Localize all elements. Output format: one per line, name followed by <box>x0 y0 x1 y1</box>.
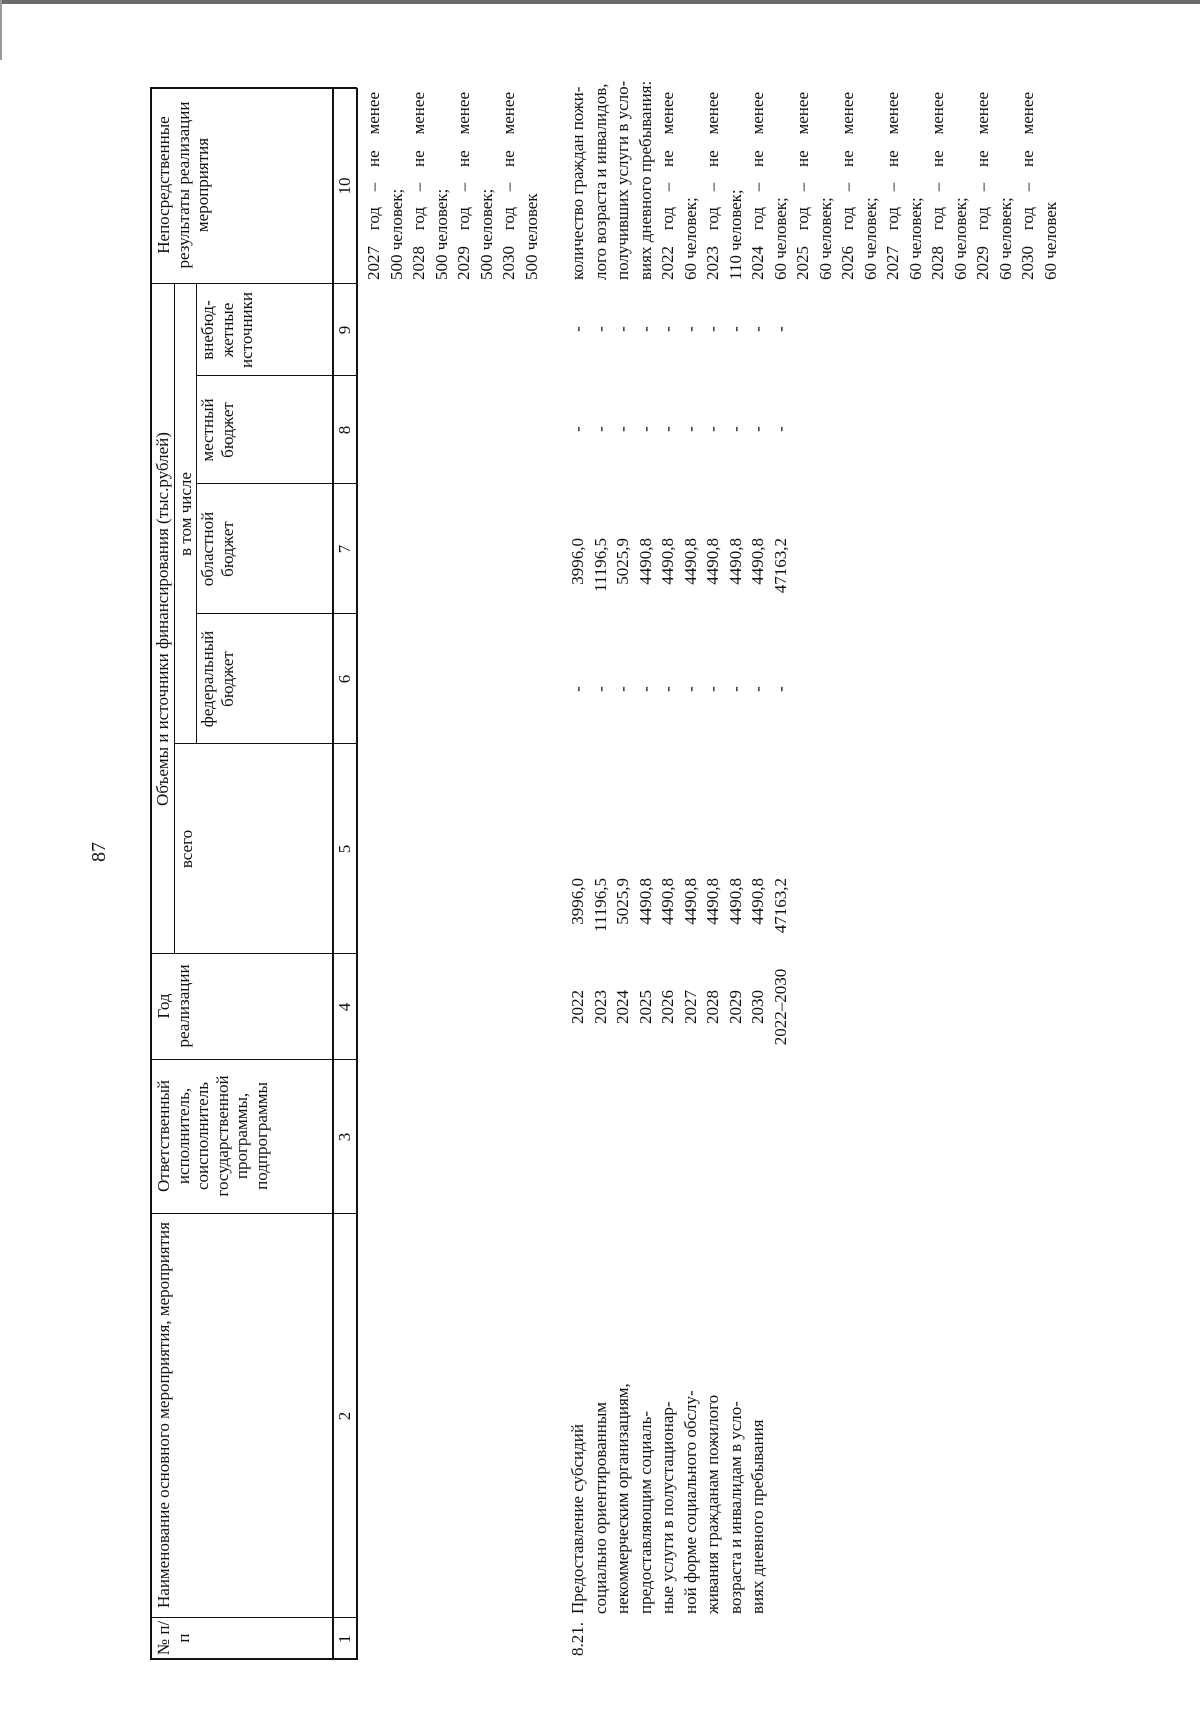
regional-cell: 5025,9 <box>613 538 632 585</box>
result-line: 60 человек; <box>860 197 880 280</box>
result-line: 2029 год – не менее <box>973 92 992 280</box>
scan-edge-left <box>0 0 2 60</box>
total-cell: 4490,8 <box>748 878 767 925</box>
total-cell: 4490,8 <box>680 878 700 925</box>
column-number: 6 <box>335 674 354 684</box>
result-line: 500 человек; <box>476 188 496 280</box>
federal-cell: - <box>725 686 745 692</box>
extrabudget-column <box>568 314 793 344</box>
result-line: 60 человек; <box>995 197 1015 280</box>
result-line: 110 человек; <box>725 189 745 280</box>
regional-cell: 4490,8 <box>703 538 722 585</box>
extrabudget-cell: - <box>703 326 722 332</box>
federal-cell: - <box>703 686 722 692</box>
year-cell: 2023 <box>590 990 610 1024</box>
header-total: всего <box>177 829 196 869</box>
result-line: 2025 год – не менее <box>793 92 812 280</box>
total-cell: 4490,8 <box>658 878 677 925</box>
local-cell: - <box>725 426 745 432</box>
local-cell: - <box>680 426 700 432</box>
extrabudget-cell: - <box>770 326 790 332</box>
column-number: 4 <box>335 1002 354 1012</box>
result-line: 2028 год – не менее <box>928 92 947 280</box>
result-line: 60 человек; <box>950 197 970 280</box>
total-cell: 4490,8 <box>725 878 745 925</box>
federal-cell: - <box>568 686 587 692</box>
federal-cell: - <box>658 686 677 692</box>
regional-cell: 4490,8 <box>725 538 745 585</box>
federal-cell: - <box>748 686 767 692</box>
header-results: Непосредственные результаты реализации мероприятия <box>154 101 213 269</box>
local-column <box>568 414 793 444</box>
header-financing: Объемы и источники финансирования (тыс.рублей) <box>153 432 172 806</box>
regional-cell: 11196,5 <box>590 538 610 592</box>
extrabudget-cell: - <box>725 326 745 332</box>
result-line: 2030 год – не менее <box>1018 92 1037 280</box>
column-number: 9 <box>335 325 354 335</box>
total-cell: 3996,0 <box>568 878 587 925</box>
column-number: 1 <box>335 1634 354 1644</box>
result-line: 2026 год – не менее <box>838 92 857 280</box>
scan-edge-top <box>0 0 1200 4</box>
result-line: 2023 год – не менее <box>703 92 722 280</box>
column-number: 2 <box>335 1411 354 1421</box>
header-number: № п/п <box>154 1620 193 1656</box>
header-including: в том числе <box>176 472 195 556</box>
result-line: виях дневного пребывания: <box>635 80 655 280</box>
results-column <box>568 80 1063 280</box>
total-column <box>568 878 793 952</box>
regional-cell: 4490,8 <box>680 538 700 585</box>
federal-cell: - <box>680 686 700 692</box>
year-cell: 2026 <box>658 990 677 1024</box>
year-cell: 2028 <box>703 990 722 1024</box>
result-line: 2027 год – не менее <box>883 92 902 280</box>
result-line: 2027 год – не менее <box>364 92 383 280</box>
extrabudget-cell: - <box>613 326 632 332</box>
result-line: лого возраста и инвалидов, <box>590 83 610 280</box>
federal-cell: - <box>635 686 655 692</box>
header-activity-name: Наименование основного мероприятия, мероприятия <box>154 1222 173 1608</box>
extrabudget-cell: - <box>748 326 767 332</box>
year-cell: 2022 <box>568 990 587 1024</box>
result-line: 60 человек; <box>680 197 700 280</box>
result-line: получивших услуги в усло- <box>613 80 632 280</box>
local-cell: - <box>635 426 655 432</box>
column-number: 8 <box>335 425 354 435</box>
year-cell: 2027 <box>680 990 700 1024</box>
header-local: местный бюджет <box>198 398 237 462</box>
year-cell: 2025 <box>635 990 655 1024</box>
regional-cell: 4490,8 <box>658 538 677 585</box>
local-cell: - <box>658 426 677 432</box>
local-cell: - <box>748 426 767 432</box>
result-line: 500 человек; <box>386 188 406 280</box>
total-cell: 11196,5 <box>590 878 610 932</box>
table-page <box>150 80 1150 1660</box>
total-cell: 4490,8 <box>635 878 655 925</box>
local-cell: - <box>703 426 722 432</box>
years-column <box>568 956 793 1058</box>
local-cell: - <box>613 426 632 432</box>
result-line: 2024 год – не менее <box>748 92 767 280</box>
local-cell: - <box>590 426 610 432</box>
table-header <box>150 88 360 1660</box>
result-line: 2022 год – не менее <box>658 92 677 280</box>
result-line: 500 человек <box>521 193 541 280</box>
regional-column <box>568 538 793 612</box>
extrabudget-cell: - <box>635 326 655 332</box>
result-line: 2030 год – не менее <box>499 92 518 280</box>
result-line: 60 человек; <box>770 197 790 280</box>
federal-column <box>568 674 793 704</box>
year-cell: 2024 <box>613 990 632 1024</box>
header-year: Год реализации <box>154 964 193 1048</box>
header-executor: Ответственный исполнитель, соисполнитель государственной программы, подпрограммы <box>154 1075 271 1197</box>
regional-cell: 3996,0 <box>568 538 587 585</box>
federal-cell: - <box>590 686 610 692</box>
extrabudget-cell: - <box>568 326 587 332</box>
extrabudget-cell: - <box>658 326 677 332</box>
total-cell: 47163,2 <box>770 878 790 934</box>
column-number: 7 <box>335 544 354 554</box>
header-federal: федеральный бюджет <box>198 630 237 728</box>
result-line: 2028 год – не менее <box>409 92 428 280</box>
result-line: 60 человек <box>1040 201 1060 280</box>
regional-cell: 4490,8 <box>635 538 655 585</box>
result-line: 60 человек; <box>815 197 835 280</box>
header-extrabudget: внебюд-жетные источники <box>198 292 257 369</box>
regional-cell: 4490,8 <box>748 538 767 585</box>
year-cell: 2030 <box>748 990 767 1024</box>
result-line: 2029 год – не менее <box>454 92 473 280</box>
page-number: 87 <box>88 842 110 862</box>
extrabudget-cell: - <box>680 326 700 332</box>
result-line: количество граждан пожи- <box>568 86 587 280</box>
column-number: 5 <box>335 844 354 854</box>
result-line: 500 человек; <box>431 188 451 280</box>
result-line: 60 человек; <box>905 197 925 280</box>
total-cell: 5025,9 <box>613 878 632 925</box>
total-cell: 4490,8 <box>703 878 722 925</box>
header-regional: областной бюджет <box>198 511 237 587</box>
column-number: 10 <box>335 177 354 195</box>
row-number: 8.21. <box>568 1622 587 1656</box>
column-number: 3 <box>335 1132 354 1142</box>
activity-name: Предоставление субсидий социально ориентированным некоммерческим организациям, предоставляющим социаль- ные услуги в полустационар- ной форме социального обслу- живания гражданам пожилого возраста и инвалидам в усло- виях дневного пребывания <box>568 1383 767 1614</box>
extrabudget-cell: - <box>590 326 610 332</box>
year-cell: 2029 <box>725 990 745 1024</box>
federal-cell: - <box>613 686 632 692</box>
local-cell: - <box>770 426 790 432</box>
regional-cell: 47163,2 <box>770 538 790 594</box>
local-cell: - <box>568 426 587 432</box>
carryover-results <box>364 92 544 280</box>
year-cell: 2022–2030 <box>770 968 790 1046</box>
federal-cell: - <box>770 686 790 692</box>
